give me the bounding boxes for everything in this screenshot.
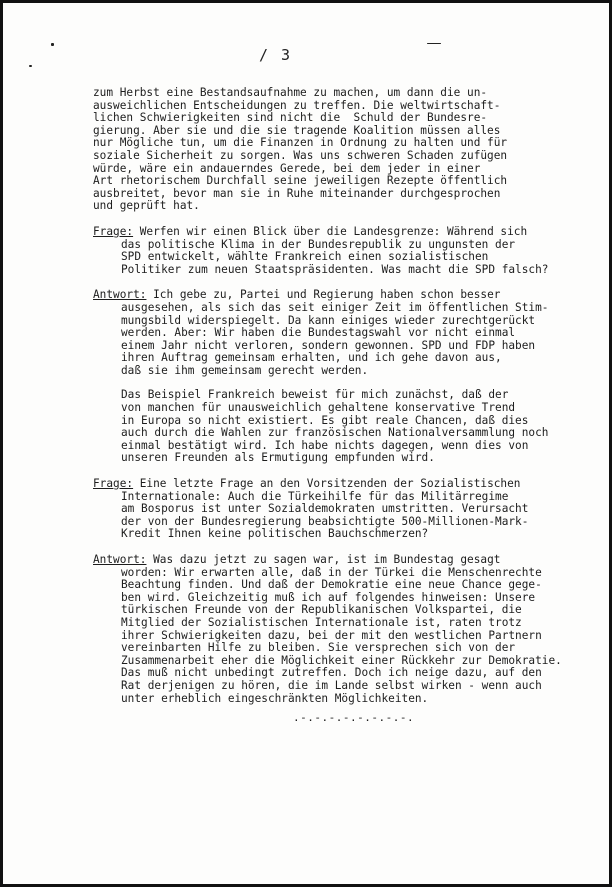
question-turkey bbox=[93, 478, 593, 541]
text-line: Kredit Ihnen keine politischen Bauchschmerzen? bbox=[121, 527, 429, 541]
text-line: das politische Klima in der Bundesrepublik zu ungunsten der bbox=[121, 237, 516, 251]
text-line: ihren Auftrag gemeinsam erhalten, und ich gehe davon aus, bbox=[121, 351, 502, 365]
text-line: Rat derjenigen zu hören, die im Lande selbst wirken - wenn auch bbox=[121, 678, 542, 692]
end-separator: .-.-.-.-.-.-.-.-. bbox=[293, 711, 415, 724]
text-line: Politiker zum neuen Staatspräsidenten. Was macht die SPD falsch? bbox=[121, 262, 549, 276]
text-line: und geprüft hat. bbox=[93, 199, 200, 213]
text-line: worden: Wir erwarten alle, daß in der Türkei die Menschenrechte bbox=[121, 565, 542, 579]
scan-speck bbox=[29, 65, 32, 67]
text-line: Frage: Werfen wir einen Blick über die Landesgrenze: Während sich bbox=[93, 224, 528, 238]
text-line: lichen Schwierigkeiten sind nicht die Schuld der Bundesre- bbox=[93, 111, 488, 125]
paragraph-france-example bbox=[93, 389, 593, 465]
text-line: türkischen Freunde von der Republikanischen Volkspartei, die bbox=[121, 603, 522, 617]
answer-turkey bbox=[93, 554, 593, 705]
text-line: Mitglied der Sozialistischen Internationale ist, raten trotz bbox=[121, 615, 522, 629]
text-line: werden. Aber: Wir haben die Bundestagswahl vor nicht einmal bbox=[121, 326, 516, 340]
text-line: einem Jahr nicht verloren, sondern gewonnen. SPD und FDP haben bbox=[121, 338, 536, 352]
answer-label: Antwort: bbox=[93, 553, 147, 566]
page-number: / 3 bbox=[259, 46, 293, 64]
text-line: der von der Bundesregierung beabsichtigte 500-Millionen-Mark- bbox=[121, 514, 529, 528]
text-line: unseren Freunden als Ermutigung empfunden wird. bbox=[121, 451, 435, 465]
text-line: von manchen für unausweichlich gehaltene konservative Trend bbox=[121, 401, 516, 415]
text-line: daß sie ihm gemeinsam gerecht werden. bbox=[121, 363, 369, 377]
text-line: Antwort: Ich gebe zu, Partei und Regierung haben schon besser bbox=[93, 288, 501, 302]
text-line: Das muß nicht unbedingt zutreffen. Doch ich neige dazu, auf den bbox=[121, 666, 542, 680]
paragraph-intro bbox=[93, 87, 593, 213]
answer-france bbox=[93, 289, 593, 377]
answer-label: Antwort: bbox=[93, 288, 147, 302]
text-line: würde, wäre ein andauerndes Gerede, bei dem jeder in einer bbox=[93, 161, 481, 175]
question-label: Frage: bbox=[93, 477, 134, 491]
text-line: ihrer Schwierigkeiten dazu, bei der mit den westlichen Partnern bbox=[121, 628, 542, 642]
text-line: Zusammenarbeit eher die Möglichkeit einer Rückkehr zur Demokratie. bbox=[121, 653, 562, 667]
text-line: ausgesehen, als sich das seit einiger Zeit im öffentlichen Stim- bbox=[121, 300, 549, 314]
text-line: SPD entwickelt, wählte Frankreich einen sozialistischen bbox=[121, 250, 489, 264]
text-line: auch durch die Wahlen zur französischen Nationalversammlung noch bbox=[121, 426, 549, 440]
scan-speck bbox=[51, 43, 54, 46]
text-line: vereinbarten Hilfe zu bleiben. Sie versprechen sich von der bbox=[121, 641, 516, 655]
text-line: gierung. Aber sie und die sie tragende Koalition müssen alles bbox=[93, 123, 501, 137]
text-line: Antwort: Was dazu jetzt zu sagen war, ist im Bundestag gesagt bbox=[93, 553, 501, 566]
text-line: Internationale: Auch die Türkeihilfe für das Militärregime bbox=[121, 489, 509, 503]
text-line: Das Beispiel Frankreich beweist für mich zunächst, daß der bbox=[121, 388, 509, 402]
text-line: ben wird. Gleichzeitig muß ich auf folgendes hinweisen: Unsere bbox=[121, 590, 536, 604]
text-line: ausbreitet, bevor man sie in Ruhe miteinander durchgesprochen bbox=[93, 186, 501, 200]
text-line: soziale Sicherheit zu sorgen. Was uns schweren Schaden zufügen bbox=[93, 148, 508, 162]
interview-text bbox=[93, 87, 593, 705]
text-line: ausweichlichen Entscheidungen zu treffen. Die weltwirtschaft- bbox=[93, 98, 501, 112]
text-line: einmal bestätigt wird. Ich habe nichts dagegen, wenn dies von bbox=[121, 438, 529, 452]
text-line: nur Mögliche tun, um die Finanzen in Ordnung zu halten und für bbox=[93, 136, 508, 150]
text-line: Art rhetorischem Durchfall seine jeweiligen Rezepte öffentlich bbox=[93, 174, 508, 188]
text-line: zum Herbst eine Bestandsaufnahme zu machen, um dann die un- bbox=[93, 86, 488, 99]
scan-mark bbox=[427, 43, 441, 44]
text-line: mungsbild widerspiegelt. Da kann einiges wieder zurechtgerückt bbox=[121, 313, 536, 327]
text-line: in Europa so nicht existiert. Es gibt reale Chancen, daß dies bbox=[121, 413, 529, 427]
text-line: am Bosporus ist unter Sozialdemokraten umstritten. Verursacht bbox=[121, 502, 529, 516]
text-line: Beachtung finden. Und daß der Demokratie eine neue Chance gege- bbox=[121, 578, 542, 592]
question-label: Frage: bbox=[93, 224, 134, 238]
text-line: Frage: Eine letzte Frage an den Vorsitzenden der Sozialistischen bbox=[93, 477, 521, 491]
question-france bbox=[93, 226, 593, 276]
text-line: unter erheblich eingeschränkten Möglichkeiten. bbox=[121, 691, 429, 705]
